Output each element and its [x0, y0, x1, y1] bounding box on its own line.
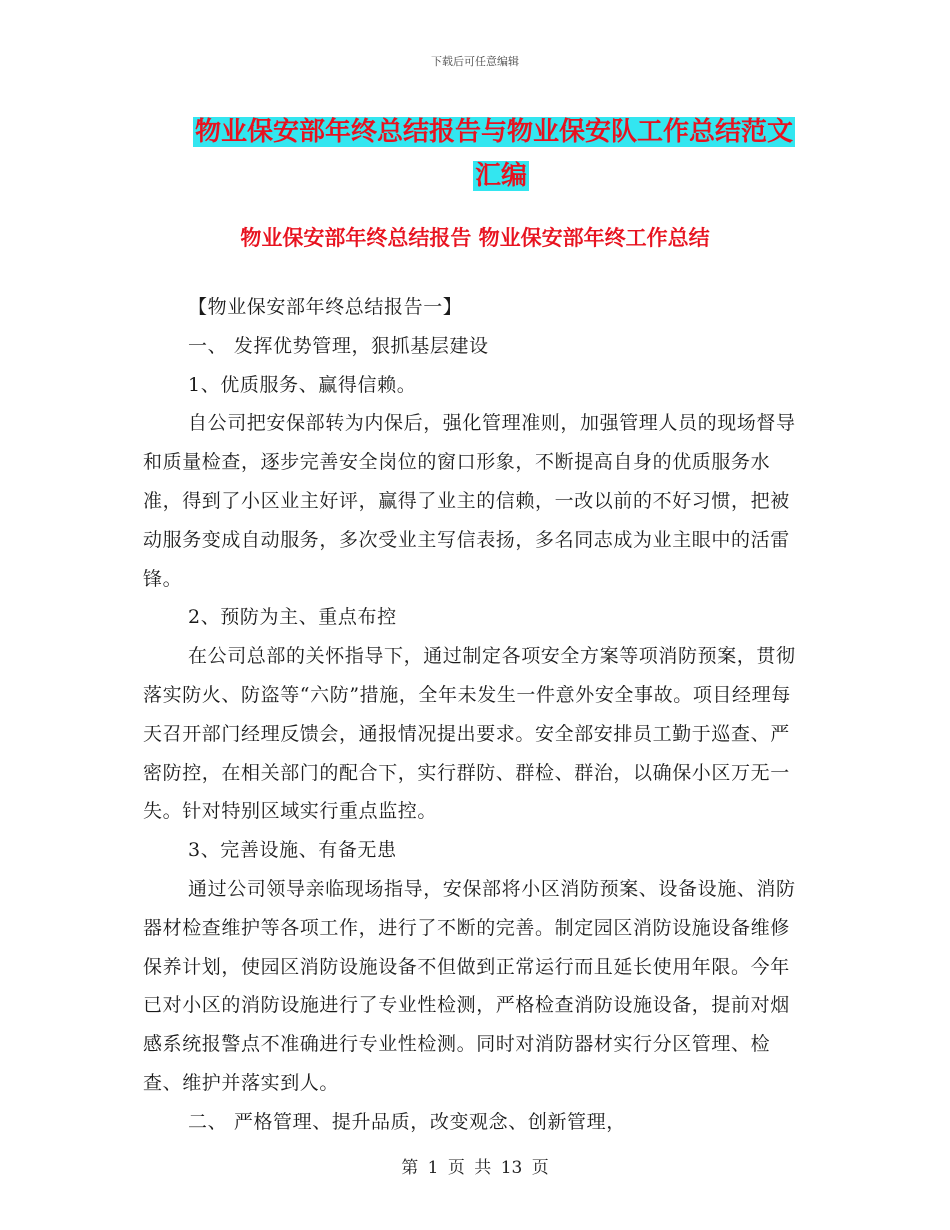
- header-note: 下载后可任意编辑: [431, 55, 519, 68]
- document-body: [143, 288, 808, 1142]
- section-label: 【物业保安部年终总结报告一】: [188, 296, 463, 318]
- subtitle: 物业保安部年终总结报告 物业保安部年终工作总结: [240, 226, 710, 250]
- title-line-2: [473, 154, 529, 198]
- paragraph-3: 通过公司领导亲临现场指导，安保部将小区消防预案、设备设施、消防器材检查维护等各项工作，进行了不断的完善。制定园区消防设施设备维修保养计划，使园区消防设施设备不但做到正常运行而且延长使用年限。今年已对小区的消防设施进行了专业性检测，严格检查消防设施设备，提前对烟感系统报警点不准确进行专业性检测。同时对消防器材实行分区管理、检查、维护并落实到人。: [143, 877, 796, 1094]
- subheading-2: 2、预防为主、重点布控: [188, 606, 397, 629]
- title-line-1: [193, 110, 795, 154]
- paragraph-1: 自公司把安保部转为内保后，强化管理准则，加强管理人员的现场督导和质量检查，逐步完善安全岗位的窗口形象，不断提高自身的优质服务水准，得到了小区业主好评，赢得了业主的信赖，一改以前的不好习惯，把被动服务变成自动服务，多次受业主写信表扬，多名同志成为业主眼中的活雷锋。: [143, 412, 796, 590]
- subheading-3: 3、完善设施、有备无患: [188, 839, 397, 862]
- title-line-2-text: 汇编: [475, 161, 528, 191]
- subheading-1: 1、优质服务、赢得信赖。: [188, 373, 417, 396]
- page-footer: 第 1 页 共 13 页: [401, 1158, 549, 1178]
- paragraph-2: 在公司总部的关怀指导下，通过制定各项安全方案等项消防预案，贯彻落实防火、防盗等“六防”措施，全年未发生一件意外安全事故。项目经理每天召开部门经理反馈会，通报情况提出要求。安全部安排员工勤于巡查、严密防控，在相关部门的配合下，实行群防、群检、群治，以确保小区万无一失。针对特别区域实行重点监控。: [143, 645, 796, 823]
- heading-1: 一、 发挥优势管理，狠抓基层建设: [188, 334, 489, 357]
- title-line-1-text: 物业保安部年终总结报告与物业保安队工作总结范文: [195, 117, 794, 147]
- heading-2: 二、 严格管理、提升品质，改变观念、创新管理，: [188, 1110, 626, 1133]
